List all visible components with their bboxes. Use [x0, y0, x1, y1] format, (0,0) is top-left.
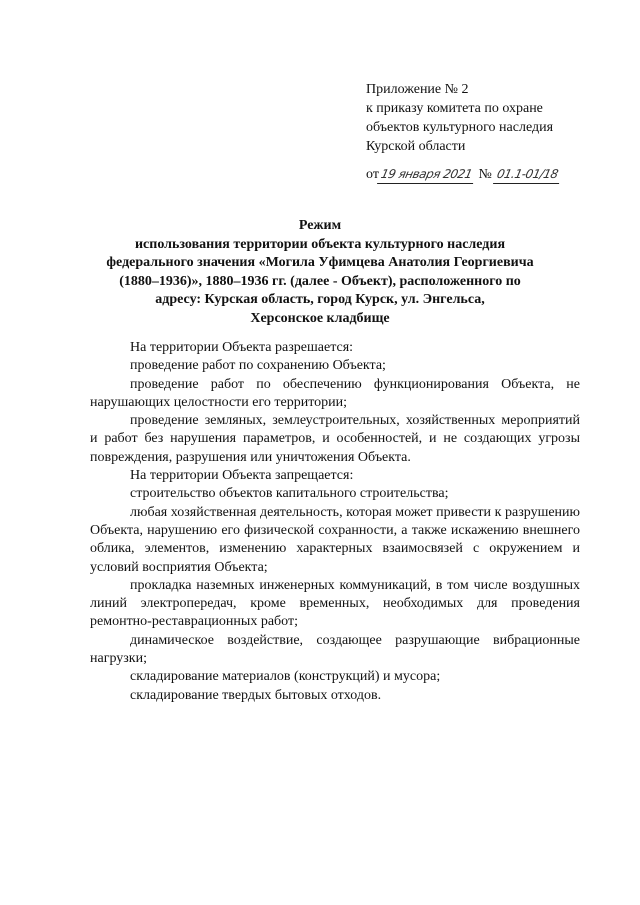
appendix-header — [366, 80, 616, 156]
appendix-line-order: к приказу комитета по охране — [366, 101, 543, 116]
allowed-item: проведение земляных, землеустроительных, хозяйственных мероприятий и работ без нарушения параметров, и особенностей, и не создающих угрозы повреждения, разрушения или уничтожения Объекта. — [90, 413, 580, 465]
prohibited-item: динамическое воздействие, создающее разрушающие вибрационные нагрузки; — [90, 632, 580, 667]
title-line: Херсонское кладбище — [250, 310, 390, 326]
allowed-item: проведение работ по обеспечению функционирования Объекта, не нарушающих целостности его территории; — [90, 376, 580, 410]
document-title — [100, 217, 540, 328]
prohibited-item: любая хозяйственная деятельность, которая может привести к разрушению Объекта, нарушению его физической сохранности, а также искажению внешнего облика, элементов, изменению характерных взаимосвязей с окружением и условий восприятия Объекта; — [90, 504, 580, 575]
appendix-line-region: Курской области — [366, 139, 466, 154]
appendix-line-committee: объектов культурного наследия — [366, 120, 554, 135]
title-line: федерального значения «Могила Уфимцева Анатолия Георгиевича — [106, 255, 534, 270]
title-line: (1880–1936)», 1880–1936 гг. (далее - Объект), расположенного по — [119, 273, 521, 289]
order-from-label: от — [366, 167, 379, 182]
order-number-label: № — [478, 167, 492, 182]
allowed-heading: На территории Объекта разрешается: — [130, 340, 354, 355]
prohibited-item: строительство объектов капитального строительства; — [130, 486, 449, 502]
title-line: адресу: Курская область, город Курск, ул. Энгельса, — [155, 292, 485, 307]
document-body — [90, 339, 580, 705]
order-reference — [366, 165, 616, 184]
title-line: использования территории объекта культурного наследия — [134, 236, 506, 252]
title-line: Режим — [298, 218, 342, 233]
order-date-handwritten: 19 января 2021 — [377, 165, 477, 184]
order-number-handwritten: 01.1-01/18 — [493, 165, 563, 184]
prohibited-item: прокладка наземных инженерных коммуникаций, в том числе воздушных линий электропередач, кроме временных, необходимых для проведения ремонтно-реставрационных работ; — [90, 577, 580, 630]
prohibited-item: складирование материалов (конструкций) и мусора; — [130, 669, 441, 685]
appendix-line-number: Приложение № 2 — [366, 82, 469, 97]
prohibited-heading: На территории Объекта запрещается: — [130, 468, 354, 484]
allowed-item: проведение работ по сохранению Объекта; — [130, 358, 386, 374]
prohibited-item: складирование твердых бытовых отходов. — [130, 687, 382, 703]
